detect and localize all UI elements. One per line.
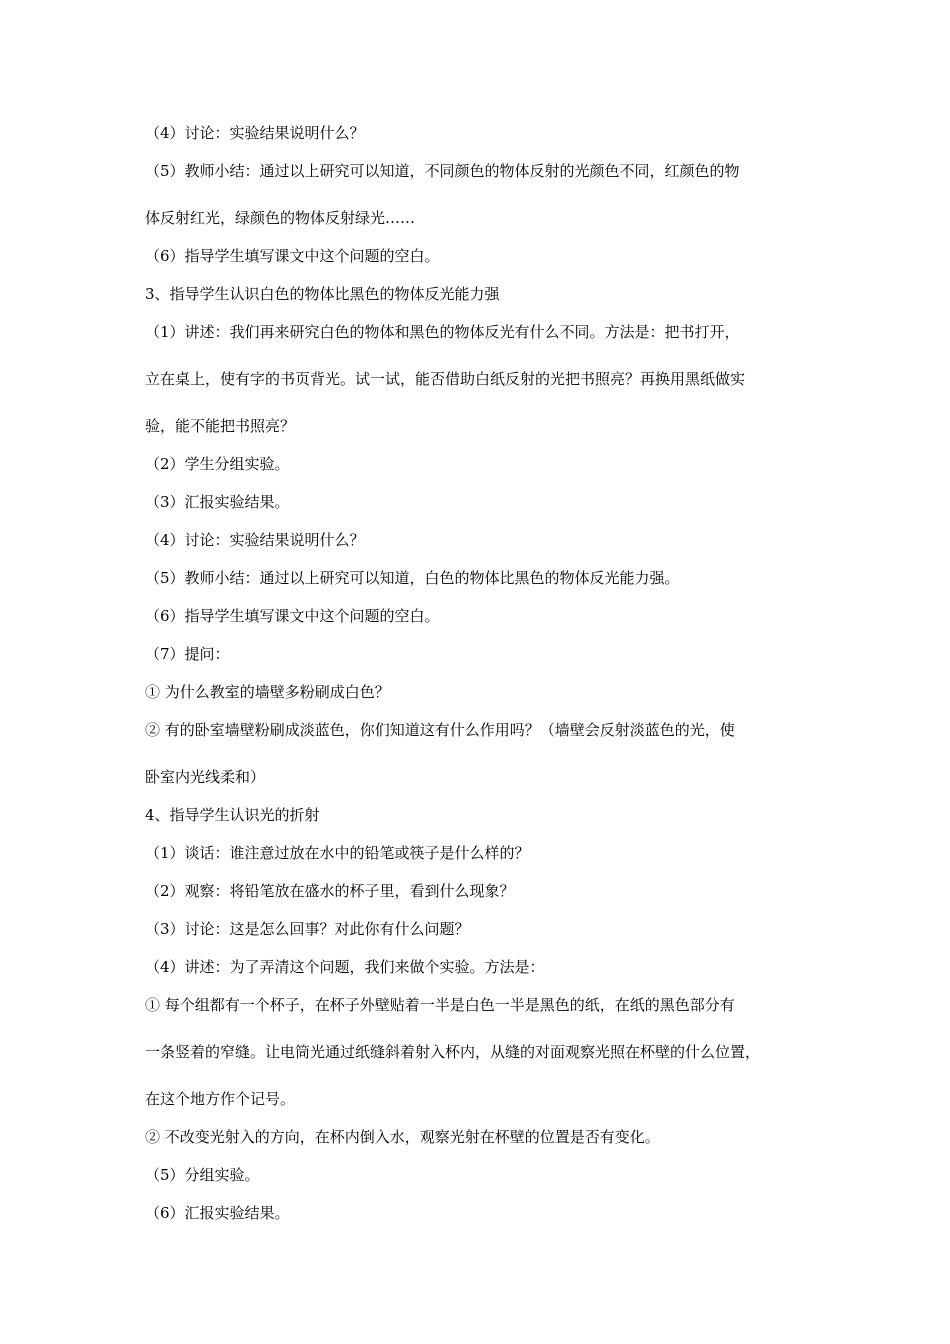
- paragraph-line: （1）谈话：谁注意过放在水中的铅笔或筷子是什么样的？: [145, 844, 530, 862]
- paragraph-line: ② 不改变光射入的方向，在杯内倒入水，观察光射在杯壁的位置是否有变化。: [145, 1128, 660, 1146]
- paragraph-line: （6）指导学生填写课文中这个问题的空白。: [145, 247, 440, 265]
- paragraph-line: （2）学生分组实验。: [145, 455, 290, 473]
- paragraph-line: （6）汇报实验结果。: [145, 1204, 290, 1222]
- section-heading: 4、指导学生认识光的折射: [145, 806, 320, 824]
- paragraph-line: 体反射红光，绿颜色的物体反射绿光……: [145, 209, 416, 227]
- section-heading: 3、指导学生认识白色的物体比黑色的物体反光能力强: [145, 285, 500, 303]
- paragraph-line: （5）分组实验。: [145, 1166, 260, 1184]
- paragraph-line: 在这个地方作个记号。: [145, 1090, 296, 1108]
- lesson-plan-text: [145, 123, 825, 1224]
- paragraph-line: 立在桌上，使有字的书页背光。试一试，能否借助白纸反射的光把书照亮？再换用黑纸做实: [145, 370, 746, 388]
- paragraph-line: （5）教师小结：通过以上研究可以知道，不同颜色的物体反射的光颜色不同，红颜色的物: [145, 162, 740, 180]
- paragraph-line: （5）教师小结：通过以上研究可以知道，白色的物体比黑色的物体反光能力强。: [145, 569, 680, 587]
- paragraph-line: （1）讲述：我们再来研究白色的物体和黑色的物体反光有什么不同。方法是：把书打开，: [145, 323, 740, 341]
- paragraph-line: （7）提问：: [145, 645, 230, 663]
- paragraph-line: （6）指导学生填写课文中这个问题的空白。: [145, 607, 440, 625]
- paragraph-line: ① 每个组都有一个杯子，在杯子外壁贴着一半是白色一半是黑色的纸，在纸的黑色部分有: [145, 996, 735, 1014]
- paragraph-line: 验，能不能把书照亮？: [145, 417, 296, 435]
- paragraph-line: （4）讲述：为了弄清这个问题，我们来做个实验。方法是：: [145, 958, 545, 976]
- paragraph-line: （3）汇报实验结果。: [145, 493, 290, 511]
- paragraph-line: （3）讨论：这是怎么回事？对此你有什么问题？: [145, 920, 470, 938]
- paragraph-line: 卧室内光线柔和）: [145, 768, 266, 786]
- paragraph-line: ① 为什么教室的墙壁多粉刷成白色？: [145, 683, 390, 701]
- paragraph-line: （2）观察：将铅笔放在盛水的杯子里，看到什么现象？: [145, 882, 515, 900]
- paragraph-line: ② 有的卧室墙壁粉刷成淡蓝色，你们知道这有什么作用吗？（墙壁会反射淡蓝色的光，使: [145, 721, 735, 739]
- paragraph-line: 一条竖着的窄缝。让电筒光通过纸缝斜着射入杯内，从缝的对面观察光照在杯壁的什么位置，: [145, 1043, 761, 1061]
- paragraph-line: （4）讨论：实验结果说明什么？: [145, 124, 365, 142]
- paragraph-line: （4）讨论：实验结果说明什么？: [145, 531, 365, 549]
